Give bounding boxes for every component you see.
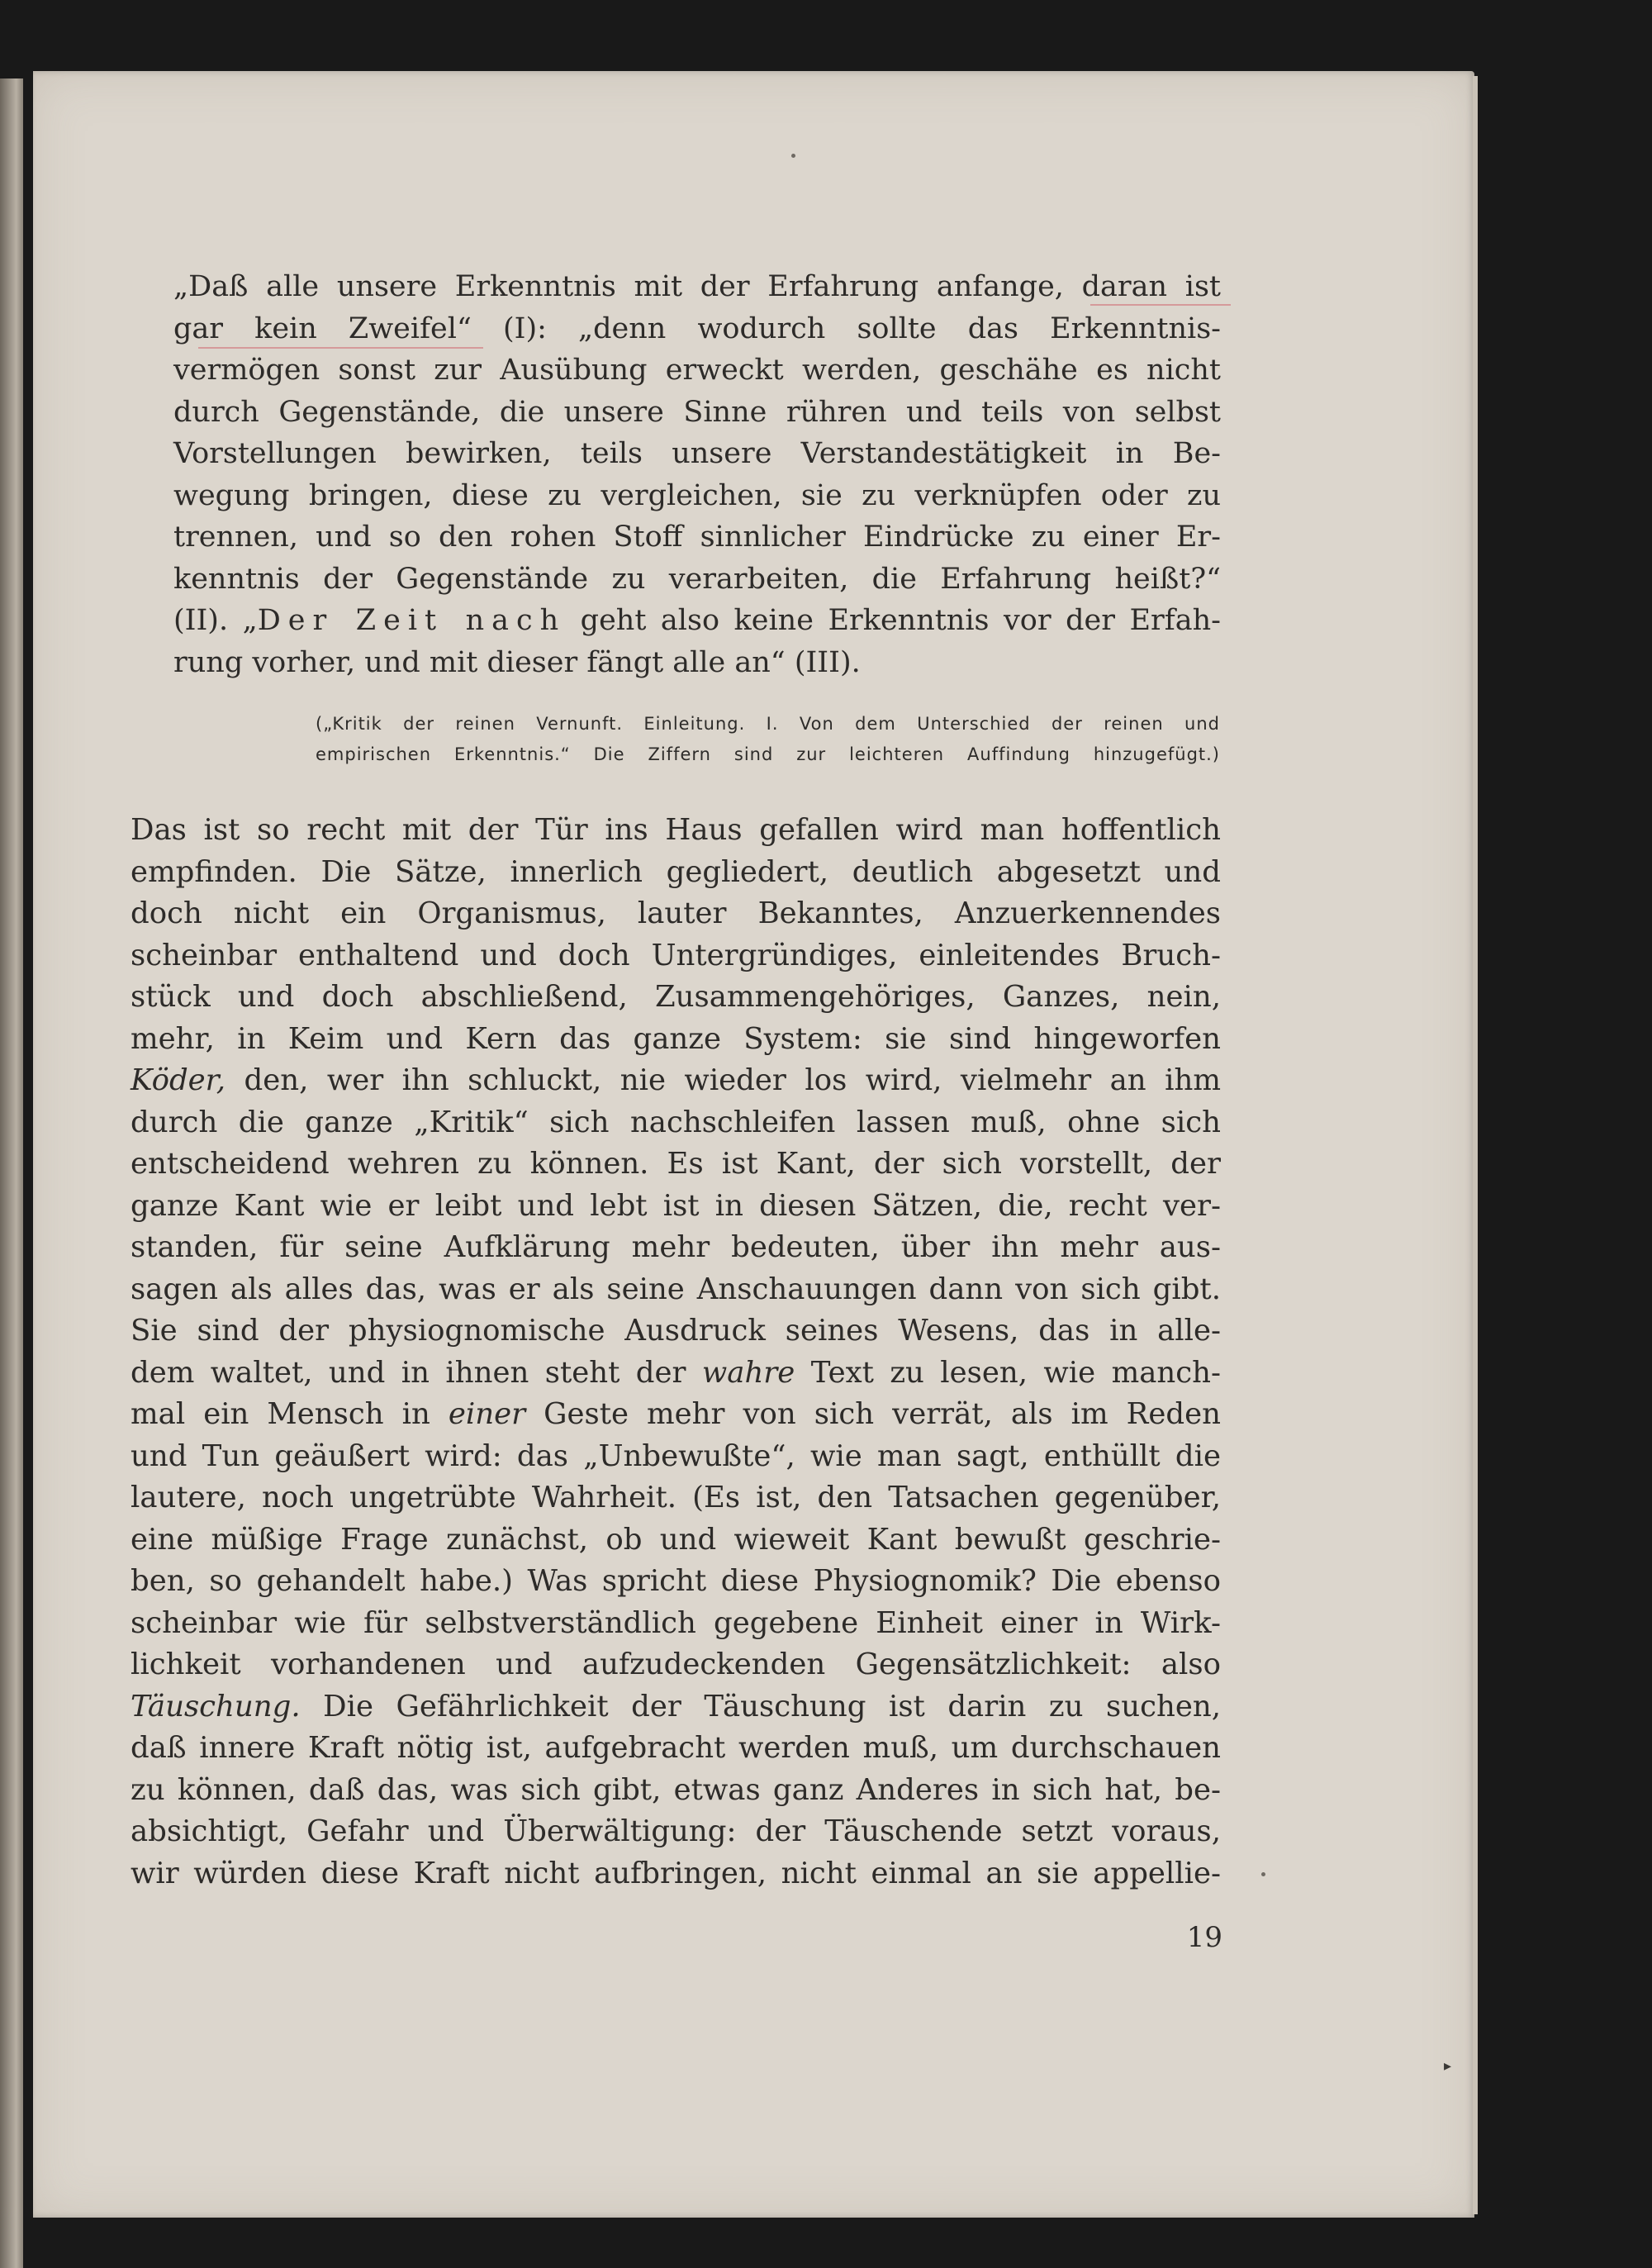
quote-line: „Daß alle unsere Erkenntnis mit der Erfahrung anfange, daran ist xyxy=(173,270,1221,303)
body-line: mal ein Mensch in einer Geste mehr von sich verrät, als im Reden xyxy=(131,1397,1221,1431)
page-right-rim xyxy=(1473,76,1478,2214)
quote-line: kenntnis der Gegenstände zu verarbeiten, die Erfahrung heißt?“ xyxy=(173,562,1221,596)
citation-line: empirischen Erkenntnis.“ Die Ziffern sind zur leichteren Auffindung hinzugefügt.) xyxy=(316,744,1220,764)
italic-word: einer xyxy=(448,1397,526,1431)
body-line: lautere, noch ungetrübte Wahrheit. (Es ist, den Tatsachen gegenüber, xyxy=(131,1481,1221,1514)
italic-word: wahre xyxy=(701,1355,795,1390)
citation-line: („Kritik der reinen Vernunft. Einleitung. I. Von dem Unterschied der reinen und xyxy=(316,714,1220,734)
quote-line: Vorstellungen bewirken, teils unsere Verstandestätigkeit in Be- xyxy=(173,437,1221,470)
body-line: absichtigt, Gefahr und Überwältigung: der Täuschende setzt voraus, xyxy=(131,1814,1221,1848)
main-paragraph xyxy=(131,810,1221,1895)
body-line: Das ist so recht mit der Tür ins Haus gefallen wird man hoffentlich xyxy=(131,813,1221,847)
italic-word: Täuschung. xyxy=(131,1689,301,1724)
body-line: mehr, in Keim und Kern das ganze System: sie sind hingeworfen xyxy=(131,1021,1221,1056)
body-line: sagen als alles das, was er als seine Anschauungen dann von sich gibt. xyxy=(131,1272,1221,1306)
body-line: entscheidend wehren zu können. Es ist Kant, der sich vorstellt, der xyxy=(131,1147,1221,1181)
quote-line: wegung bringen, diese zu vergleichen, sie zu verknüpfen oder zu xyxy=(173,478,1221,512)
body-line: doch nicht ein Organismus, lauter Bekanntes, Anzuerkennendes xyxy=(131,896,1221,930)
body-line: dem waltet, und in ihnen steht der wahre Text zu lesen, wie manch- xyxy=(131,1355,1222,1390)
body-line: daß innere Kraft nötig ist, aufgebracht werden muß, um durchschauen xyxy=(131,1731,1221,1765)
body-line: standen, für seine Aufklärung mehr bedeuten, über ihn mehr aus- xyxy=(131,1230,1221,1264)
spaced-emphasis: Der Zeit nach xyxy=(257,604,567,637)
quote-line: vermögen sonst zur Ausübung erweckt werden, geschähe es nicht xyxy=(173,354,1221,387)
body-line: stück und doch abschließend, Zusammengehöriges, Ganzes, nein, xyxy=(131,980,1221,1014)
body-line: ganze Kant wie er leibt und lebt ist in diesen Sätzen, die, recht ver- xyxy=(131,1188,1221,1223)
body-line: lichkeit vorhandenen und aufzudeckenden Gegensätzlichkeit: also xyxy=(131,1648,1221,1681)
body-line: Köder, den, wer ihn schluckt, nie wieder los wird, vielmehr an ihm xyxy=(131,1063,1221,1097)
body-line: scheinbar wie für selbstverständlich gegebene Einheit einer in Wirk- xyxy=(131,1605,1221,1640)
kant-quote xyxy=(173,266,1221,683)
body-line: ben, so gehandelt habe.) Was spricht diese Physiognomik? Die ebenso xyxy=(131,1564,1221,1598)
quote-line: (II). „Der Zeit nach geht also keine Erkenntnis vor der Erfah- xyxy=(173,604,1221,637)
page-number: 19 xyxy=(1186,1921,1222,1954)
page-corner-mark: ▸ xyxy=(1444,2057,1452,2075)
paper-speck xyxy=(1261,1872,1265,1876)
body-line: scheinbar enthaltend und doch Untergründiges, einleitendes Bruch- xyxy=(131,938,1221,972)
body-line: wir würden diese Kraft nicht aufbringen, nicht einmal an sie appellie- xyxy=(131,1856,1221,1890)
body-line: zu können, daß das, was sich gibt, etwas ganz Anderes in sich hat, be- xyxy=(131,1772,1221,1807)
body-line: empfinden. Die Sätze, innerlich gegliedert, deutlich abgesetzt und xyxy=(131,854,1221,889)
quote-line: gar kein Zweifel“ (I): „denn wodurch sollte das Erkenntnis- xyxy=(173,311,1221,345)
paper-speck xyxy=(791,154,795,158)
citation-note xyxy=(316,709,1220,770)
quote-line: rung vorher, und mit dieser fängt alle an“ (III). xyxy=(173,645,861,679)
body-line: eine müßige Frage zunächst, ob und wieweit Kant bewußt geschrie- xyxy=(131,1522,1221,1557)
body-line: Sie sind der physiognomische Ausdruck seines Wesens, das in alle- xyxy=(131,1314,1221,1348)
quote-line: trennen, und so den rohen Stoff sinnlicher Eindrücke zu einer Er- xyxy=(173,521,1221,554)
body-line: durch die ganze „Kritik“ sich nachschleifen lassen muß, ohne sich xyxy=(131,1105,1221,1139)
body-line: und Tun geäußert wird: das „Unbewußte“, wie man sagt, enthüllt die xyxy=(131,1438,1221,1473)
quote-line: durch Gegenstände, die unsere Sinne rühren und teils von selbst xyxy=(173,395,1221,429)
body-line: Täuschung. Die Gefährlichkeit der Täuschung ist darin zu suchen, xyxy=(131,1689,1221,1724)
italic-word: Köder, xyxy=(131,1063,226,1097)
left-page-edge xyxy=(0,78,23,2268)
